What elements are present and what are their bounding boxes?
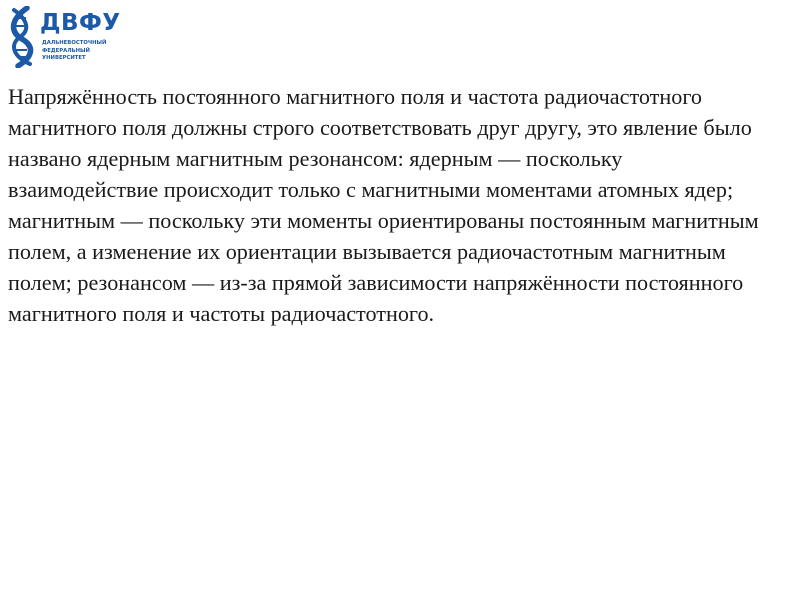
logo-title: ДВФУ (40, 10, 121, 36)
university-logo (6, 6, 121, 68)
logo-subtitle (42, 40, 106, 63)
body-paragraph: Напряжённость постоянного магнитного поля и частота радиочастотного магнитного поля должны строго соответствовать друг другу, это явление было названо ядерным магнитным резонансом: ядерным — поскольку взаимодействие происходит только с магнитными моментами атомных ядер; магнитным — поскольку эти моменты ориентированы постоянным магнитным полем, а изменение их ориентации вызывается радиочастотным магнитным полем; резонансом — из-за прямой зависимости напряжённости постоянного магнитного поля и частоты радиочастотного. (8, 84, 759, 326)
logo-subtitle-line: ФЕДЕРАЛЬНЫЙ (42, 47, 90, 54)
logo-subtitle-line: ДАЛЬНЕВОСТОЧНЫЙ (42, 40, 107, 46)
logo-subtitle-line: УНИВЕРСИТЕТ (42, 55, 86, 62)
dna-helix-icon (6, 6, 40, 68)
